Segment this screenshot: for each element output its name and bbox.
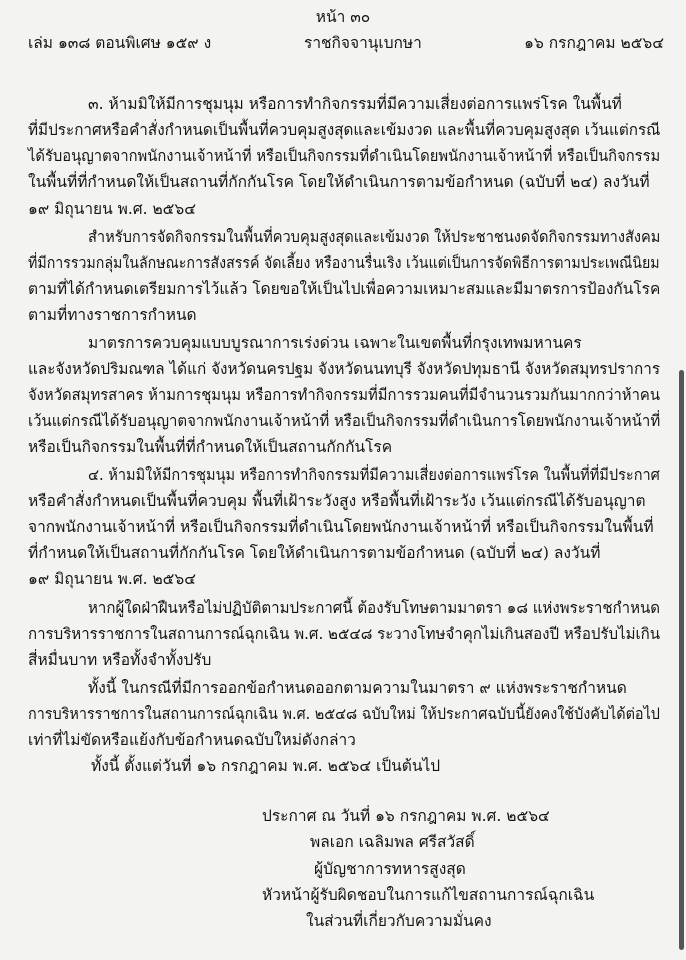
announcement-date: ประกาศ ณ วันที่ ๑๖ กรกฎาคม พ.ศ. ๒๕๖๔ [262, 807, 550, 825]
body-line: หรือเป็นกิจกรรมในพื้นที่ที่กำหนดให้เป็นสถานกักกันโรค [28, 438, 393, 456]
body-line: ที่มีประกาศหรือคำสั่งกำหนดเป็นพื้นที่ควบคุมสูงสุดและเข้มงวด และพื้นที่ควบคุมสูงสุด เว้นแต่กรณี [28, 121, 661, 139]
body-line: การบริหารราชการในสถานการณ์ฉุกเฉิน พ.ศ. ๒๕๔๘ ระวางโทษจำคุกไม่เกินสองปี หรือปรับไม่เกิน [28, 625, 661, 643]
body-line: หากผู้ใดฝ่าฝืนหรือไม่ปฏิบัติตามประกาศนี้ ต้องรับโทษตามมาตรา ๑๘ แห่งพระราชกำหนด [88, 599, 661, 617]
body-line: สี่หมื่นบาท หรือทั้งจำทั้งปรับ [28, 651, 212, 669]
body-line: ๔. ห้ามมิให้มีการชุมนุม หรือการทำกิจกรรมที่มีความเสี่ยงต่อการแพร่โรค ในพื้นที่ที่มีประกาศ [88, 466, 660, 484]
body-line: เท่าที่ไม่ขัดหรือแย้งกับข้อกำหนดฉบับใหม่ดังกล่าว [28, 731, 356, 749]
body-line: ทั้งนี้ ตั้งแต่วันที่ ๑๖ กรกฎาคม พ.ศ. ๒๕๖๔ เป็นต้นไป [91, 757, 441, 775]
signatory-position: หัวหน้าผู้รับผิดชอบในการแก้ไขสถานการณ์ฉุกเฉิน [262, 886, 595, 904]
body-line: และจังหวัดปริมณฑล ได้แก่ จังหวัดนครปฐม จังหวัดนนทบุรี จังหวัดปทุมธานี จังหวัดสมุทรปราการ [28, 360, 661, 378]
body-line: สำหรับการจัดกิจกรรมในพื้นที่ควบคุมสูงสุดและเข้มงวด ให้ประชาชนงดจัดกิจกรรมทางสังคม [88, 228, 661, 246]
header-date: ๑๖ กรกฎาคม ๒๕๖๔ [524, 34, 664, 52]
page-header [28, 30, 664, 52]
gazette-name: ราชกิจจานุเบกษา [304, 34, 422, 52]
page-number: หน้า ๓๐ [315, 8, 371, 26]
body-line: ตามที่ทางราชการกำหนด [28, 306, 197, 324]
body-line: ได้รับอนุญาตจากพนักงานเจ้าหน้าที่ หรือเป็นกิจกรรมที่ดำเนินโดยพนักงานเจ้าหน้าที่ หรือเป็นกิจกรรม [28, 147, 661, 165]
body-line: มาตรการควบคุมแบบบูรณาการเร่งด่วน เฉพาะในเขตพื้นที่กรุงเทพมหานคร [88, 334, 582, 352]
vertical-scrollbar[interactable] [679, 370, 684, 950]
body-line: การบริหารราชการในสถานการณ์ฉุกเฉิน พ.ศ. ๒๕๔๘ ฉบับใหม่ ให้ประกาศฉบับนี้ยังคงใช้บังคับได้ต่อไป [28, 705, 660, 723]
signatory-name: พลเอก เฉลิมพล ศรีสวัสดิ์ [310, 833, 475, 851]
body-line: จังหวัดสมุทรสาคร ห้ามการชุมนุม หรือการทำกิจกรรมที่มีการรวมคนที่มีจำนวนรวมกันมากกว่าห้าคน [28, 386, 660, 404]
volume-info: เล่ม ๑๓๘ ตอนพิเศษ ๑๕๙ ง [28, 34, 212, 52]
body-line: ทั้งนี้ ในกรณีที่มีการออกข้อกำหนดออกตามความในมาตรา ๙ แห่งพระราชกำหนด [88, 679, 627, 697]
body-line: ที่กำหนดให้เป็นสถานที่กักกันโรค โดยให้ดำเนินการตามข้อกำหนด (ฉบับที่ ๒๔) ลงวันที่ [28, 544, 601, 562]
signatory-position: ในส่วนที่เกี่ยวกับความมั่นคง [306, 912, 492, 930]
body-line: ที่มีการรวมกลุ่มในลักษณะการสังสรรค์ จัดเลี้ยง หรืองานรื่นเริง เว้นแต่เป็นการจัดพิธีการตามประเพณีนิยม [28, 254, 660, 272]
body-line: เว้นแต่กรณีได้รับอนุญาตจากพนักงานเจ้าหน้าที่ หรือเป็นกิจกรรมที่ดำเนินการโดยพนักงานเจ้าหน้าที่ [28, 412, 661, 430]
body-line: ๑๙ มิถุนายน พ.ศ. ๒๕๖๔ [28, 200, 196, 218]
signatory-position: ผู้บัญชาการทหารสูงสุด [314, 860, 466, 878]
body-line: ๓. ห้ามมิให้มีการชุมนุม หรือการทำกิจกรรมที่มีความเสี่ยงต่อการแพร่โรค ในพื้นที่ [88, 95, 622, 113]
body-line: ในพื้นที่ที่กำหนดให้เป็นสถานที่กักกันโรค โดยให้ดำเนินการตามข้อกำหนด (ฉบับที่ ๒๔) ลงวันที่ [28, 173, 650, 191]
body-line: จากพนักงานเจ้าหน้าที่ หรือเป็นกิจกรรมที่ดำเนินโดยพนักงานเจ้าหน้าที่ หรือเป็นกิจกรรมในพื้นที่ [28, 518, 654, 536]
body-line: หรือคำสั่งกำหนดเป็นพื้นที่ควบคุม พื้นที่เฝ้าระวังสูง หรือพื้นที่เฝ้าระวัง เว้นแต่กรณีได้รับอนุญาต [28, 492, 646, 510]
body-line: ๑๙ มิถุนายน พ.ศ. ๒๕๖๔ [28, 570, 196, 588]
body-line: ตามที่ได้กำหนดเตรียมการไว้แล้ว โดยขอให้เป็นไปเพื่อความเหมาะสมและมีมาตรการป้องกันโรค [28, 280, 661, 298]
